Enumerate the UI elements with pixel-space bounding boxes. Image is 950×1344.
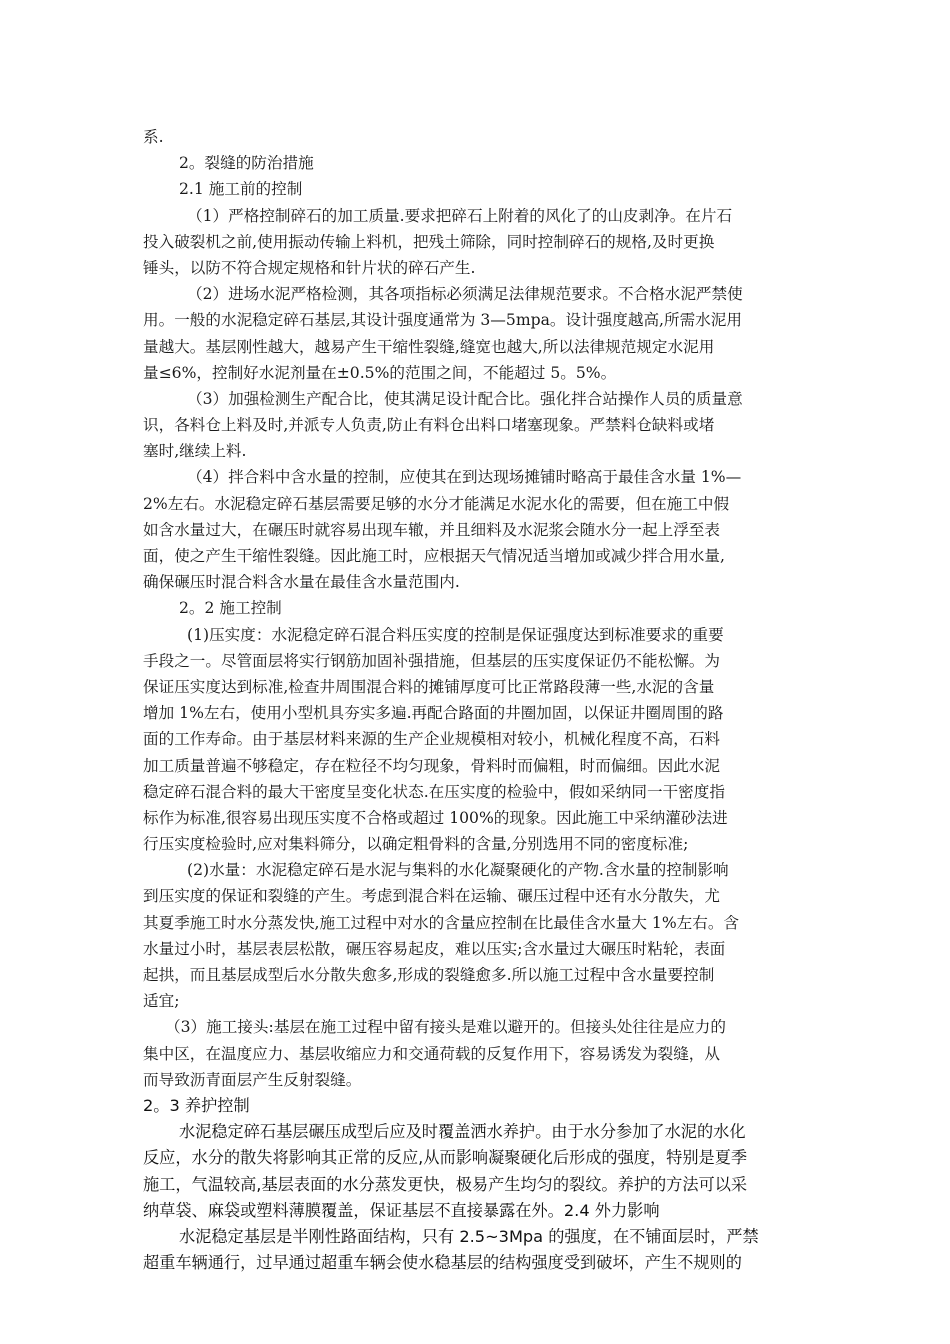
paragraph-line: 锤头，以防不符合规定规格和针片状的碎石产生. — [143, 258, 476, 277]
paragraph-line: 投入破裂机之前,使用振动传输上料机，把残土筛除，同时控制碎石的规格,及时更换 — [143, 232, 715, 251]
paragraph-line: 面，使之产生干缩性裂缝。因此施工时，应根据天气情况适当增加或减少拌合用水量, — [143, 547, 725, 565]
paragraph-line: 超重车辆通行，过早通过超重车辆会使水稳基层的结构强度受到破坏，产生不规则的 — [143, 1253, 742, 1273]
paragraph-line: 用。一般的水泥稳定碎石基层,其设计强度通常为 3—5mpa。设计强度越高,所需水泥用 — [143, 311, 742, 330]
document-body — [143, 124, 807, 1276]
paragraph-line: （1）严格控制碎石的加工质量.要求把碎石上附着的风化了的山皮剥净。在片石 — [187, 206, 733, 225]
paragraph-line: 其夏季施工时水分蒸发快,施工过程中对水的含量应控制在比最佳含水量大 1%左右。含 — [143, 913, 740, 932]
paragraph-line: 如含水量过大，在碾压时就容易出现车辙，并且细料及水泥浆会随水分一起上浮至表 — [143, 520, 720, 539]
paragraph-line: 而导致沥青面层产生反射裂缝。 — [143, 1070, 362, 1089]
paragraph-line: （3）施工接头:基层在施工过程中留有接头是难以避开的。但接头处往往是应力的 — [165, 1018, 726, 1037]
paragraph-line: 手段之一。尽管面层将实行钢筋加固补强措施，但基层的压实度保证仍不能松懈。为 — [143, 651, 720, 670]
paragraph-line: 行压实度检验时,应对集料筛分，以确定粗骨料的含量,分别选用不同的密度标准; — [143, 835, 689, 854]
paragraph-line: 确保碾压时混合料含水量在最佳含水量范围内. — [143, 573, 460, 592]
paragraph-line: 集中区，在温度应力、基层收缩应力和交通荷载的反复作用下，容易诱发为裂缝，从 — [143, 1044, 720, 1063]
paragraph-line: 增加 1%左右，使用小型机具夯实多遍.再配合路面的井圈加固，以保证井圈周围的路 — [143, 704, 724, 723]
paragraph-line: 量≤6%，控制好水泥剂量在±0.5%的范围之间，不能超过 5。5%。 — [143, 363, 617, 382]
paragraph-line: 面的工作寿命。由于基层材料来源的生产企业规模相对较小，机械化程度不高，石料 — [143, 730, 720, 749]
subsection-heading: 2。3 养护控制 — [143, 1095, 250, 1115]
paragraph-line: （3）加强检测生产配合比，使其满足设计配合比。强化拌合站操作人员的质量意 — [187, 389, 743, 408]
paragraph-line: 量越大。基层刚性越大，越易产生干缩性裂缝,缝宽也越大,所以法律规范规定水泥用 — [143, 337, 715, 356]
paragraph-line: (1)压实度：水泥稳定碎石混合料压实度的控制是保证强度达到标准要求的重要 — [187, 625, 724, 644]
paragraph-line: （4）拌合料中含水量的控制，应使其在到达现场摊铺时略高于最佳含水量 1%— — [187, 468, 742, 487]
subsection-heading: 2.1 施工前的控制 — [179, 180, 303, 199]
paragraph-line: 起拱，而且基层成型后水分散失愈多,形成的裂缝愈多.所以施工过程中含水量要控制 — [143, 966, 715, 984]
paragraph-line: 适宜; — [143, 992, 180, 1011]
paragraph-line: 水泥稳定碎石基层碾压成型后应及时覆盖洒水养护。由于水分参加了水泥的水化 — [179, 1122, 746, 1142]
paragraph-line: 塞时,继续上料. — [143, 442, 247, 461]
subsection-heading: 2。2 施工控制 — [179, 599, 282, 618]
paragraph-line: (2)水量：水泥稳定碎石是水泥与集料的水化凝聚硬化的产物.含水量的控制影响 — [187, 861, 729, 880]
paragraph-line: 纳草袋、麻袋或塑料薄膜覆盖，保证基层不直接暴露在外。2.4 外力影响 — [143, 1200, 660, 1220]
paragraph-line: 识，各料仓上料及时,并派专人负责,防止有料仓出料口堵塞现象。严禁料仓缺料或堵 — [143, 416, 715, 435]
paragraph-line: （2）进场水泥严格检测，其各项指标必须满足法律规范要求。不合格水泥严禁使 — [187, 285, 743, 304]
paragraph-line: 反应，水分的散失将影响其正常的反应,从而影响凝聚硬化后形成的强度，特别是夏季 — [143, 1148, 748, 1168]
paragraph-line: 稳定碎石混合料的最大干密度呈变化状态.在压实度的检验中，假如采纳同一干密度指 — [143, 782, 725, 801]
paragraph-line: 2%左右。水泥稳定碎石基层需要足够的水分才能满足水泥水化的需要，但在施工中假 — [143, 494, 730, 513]
paragraph-line: 水泥稳定基层是半刚性路面结构，只有 2.5~3Mpa 的强度，在不铺面层时，严禁 — [179, 1226, 759, 1246]
paragraph-line: 水量过小时，基层表层松散，碾压容易起皮，难以压实;含水量过大碾压时粘轮，表面 — [143, 939, 726, 958]
paragraph-line: 到压实度的保证和裂缝的产生。考虑到混合料在运输、碾压过程中还有水分散失，尤 — [143, 887, 720, 906]
section-heading: 2。裂缝的防治措施 — [179, 154, 314, 173]
paragraph-line: 标作为标准,很容易出现压实度不合格或超过 100%的现象。因此施工中采纳灌砂法进 — [143, 808, 728, 827]
paragraph-line: 施工，气温较高,基层表面的水分蒸发更快，极易产生均匀的裂纹。养护的方法可以采 — [143, 1174, 748, 1194]
paragraph-line: 保证压实度达到标准,检查井周围混合料的摊铺厚度可比正常路段薄一些,水泥的含量 — [143, 677, 715, 696]
paragraph-line: 系. — [143, 128, 164, 146]
paragraph-line: 加工质量普遍不够稳定，存在粒径不均匀现象，骨料时而偏粗，时而偏细。因此水泥 — [143, 756, 720, 775]
